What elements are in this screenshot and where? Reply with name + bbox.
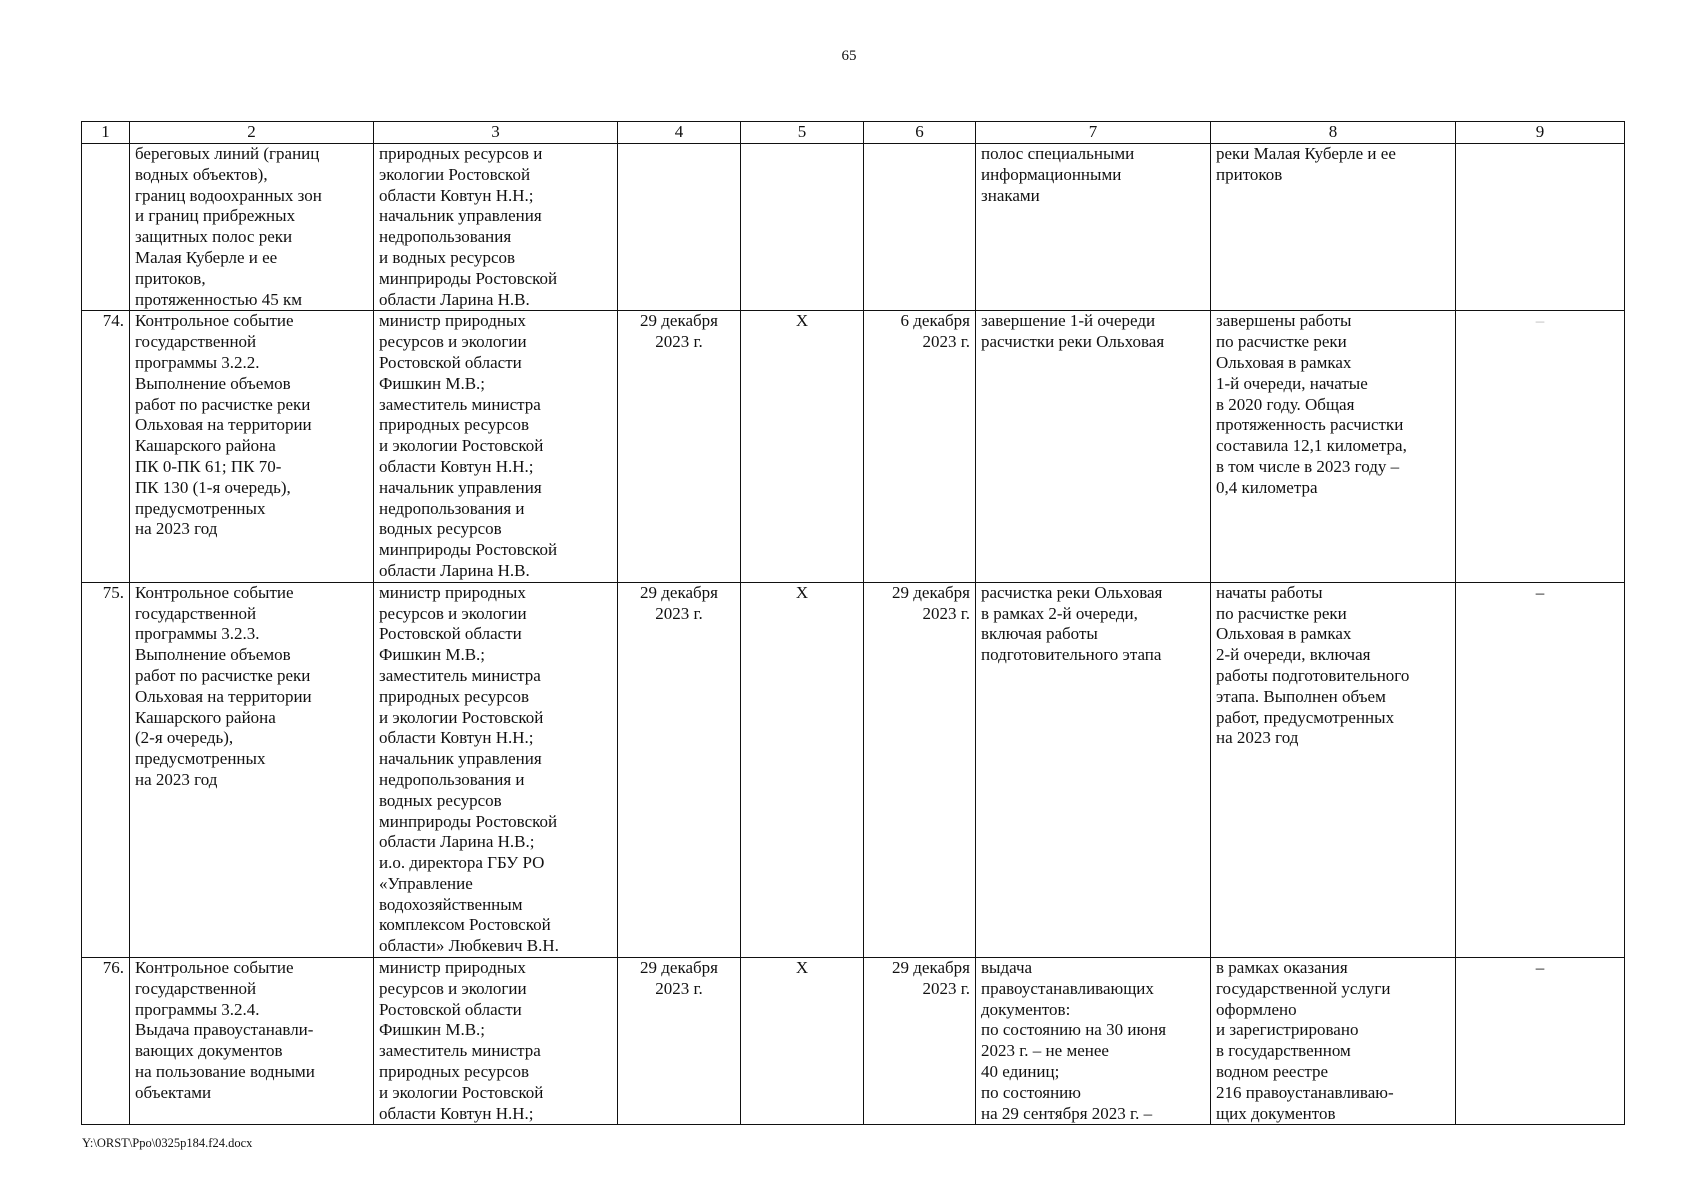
planned-result-cell: выдача правоустанавливающих документов: по состоянию на 30 июня 2023 г. – не менее 40 единиц; по состоянию на 29 сентября 2023 г. – xyxy=(976,958,1211,1125)
col5-cell: X xyxy=(741,958,864,1125)
planned-result-cell: завершение 1-й очереди расчистки реки Ольховая xyxy=(976,311,1211,582)
header-cell: 3 xyxy=(374,122,618,144)
responsible-cell: министр природных ресурсов и экологии Ростовской области Фишкин М.В.; заместитель министра природных ресурсов и экологии Ростовской области Ковтун Н.Н.; xyxy=(374,958,618,1125)
plan-date-cell: 29 декабря 2023 г. xyxy=(618,582,741,957)
row-number: 75. xyxy=(82,582,130,957)
col9-cell: – xyxy=(1456,311,1625,582)
responsible-cell: министр природных ресурсов и экологии Ростовской области Фишкин М.В.; заместитель министра природных ресурсов и экологии Ростовской области Ковтун Н.Н.; начальник управления недропользования и водных ресурсов минприроды Ростовской области Ларина Н.В.; и.о. директора ГБУ РО «Управление водохозяйственным комплексом Ростовской области» Любкевич В.Н. xyxy=(374,582,618,957)
file-path-footer: Y:\ORST\Ppo\0325p184.f24.docx xyxy=(82,1136,253,1150)
planned-result-cell: расчистка реки Ольховая в рамках 2-й очереди, включая работы подготовительного этапа xyxy=(976,582,1211,957)
event-cell: береговых линий (границ водных объектов), границ водоохранных зон и границ прибрежных защитных полос реки Малая Куберле и ее притоков, протяженностью 45 км xyxy=(130,144,374,311)
event-cell: Контрольное событие государственной программы 3.2.4. Выдача правоустанавли- вающих документов на пользование водными объектами xyxy=(130,958,374,1125)
col9-cell: – xyxy=(1456,958,1625,1125)
fact-date-cell: 6 декабря 2023 г. xyxy=(864,311,976,582)
planned-result-cell: полос специальными информационными знаками xyxy=(976,144,1211,311)
table-row xyxy=(82,582,1625,957)
fact-date-cell: 29 декабря 2023 г. xyxy=(864,582,976,957)
table-row xyxy=(82,958,1625,1125)
page-number: 65 xyxy=(841,48,857,64)
col5-cell: X xyxy=(741,582,864,957)
report-table xyxy=(81,121,1625,1125)
col5-cell xyxy=(741,144,864,311)
table-row xyxy=(82,311,1625,582)
header-cell: 1 xyxy=(82,122,130,144)
col9-cell xyxy=(1456,144,1625,311)
fact-date-cell: 29 декабря 2023 г. xyxy=(864,958,976,1125)
plan-date-cell: 29 декабря 2023 г. xyxy=(618,311,741,582)
row-number xyxy=(82,144,130,311)
col5-cell: X xyxy=(741,311,864,582)
actual-result-cell: завершены работы по расчистке реки Ольховая в рамках 1-й очереди, начатые в 2020 году. Общая протяженность расчистки составила 12,1 километра, в том числе в 2023 году – 0,4 километра xyxy=(1211,311,1456,582)
header-cell: 6 xyxy=(864,122,976,144)
header-cell: 4 xyxy=(618,122,741,144)
header-row xyxy=(82,122,1625,144)
header-cell: 5 xyxy=(741,122,864,144)
row-number: 74. xyxy=(82,311,130,582)
header-cell: 9 xyxy=(1456,122,1625,144)
header-cell: 2 xyxy=(130,122,374,144)
event-cell: Контрольное событие государственной программы 3.2.2. Выполнение объемов работ по расчистке реки Ольховая на территории Кашарского района ПК 0-ПК 61; ПК 70- ПК 130 (1-я очередь), предусмотренных на 2023 год xyxy=(130,311,374,582)
plan-date-cell: 29 декабря 2023 г. xyxy=(618,958,741,1125)
fact-date-cell xyxy=(864,144,976,311)
row-number: 76. xyxy=(82,958,130,1125)
header-cell: 7 xyxy=(976,122,1211,144)
event-cell: Контрольное событие государственной программы 3.2.3. Выполнение объемов работ по расчистке реки Ольховая на территории Кашарского района (2-я очередь), предусмотренных на 2023 год xyxy=(130,582,374,957)
actual-result-cell: в рамках оказания государственной услуги оформлено и зарегистрировано в государственном водном реестре 216 правоустанавливаю- щих документов xyxy=(1211,958,1456,1125)
col9-cell: – xyxy=(1456,582,1625,957)
responsible-cell: министр природных ресурсов и экологии Ростовской области Фишкин М.В.; заместитель министра природных ресурсов и экологии Ростовской области Ковтун Н.Н.; начальник управления недропользования и водных ресурсов минприроды Ростовской области Ларина Н.В. xyxy=(374,311,618,582)
actual-result-cell: начаты работы по расчистке реки Ольховая в рамках 2-й очереди, включая работы подготовительного этапа. Выполнен объем работ, предусмотренных на 2023 год xyxy=(1211,582,1456,957)
actual-result-cell: реки Малая Куберле и ее притоков xyxy=(1211,144,1456,311)
table-row xyxy=(82,144,1625,311)
header-cell: 8 xyxy=(1211,122,1456,144)
plan-date-cell xyxy=(618,144,741,311)
responsible-cell: природных ресурсов и экологии Ростовской области Ковтун Н.Н.; начальник управления недропользования и водных ресурсов минприроды Ростовской области Ларина Н.В. xyxy=(374,144,618,311)
